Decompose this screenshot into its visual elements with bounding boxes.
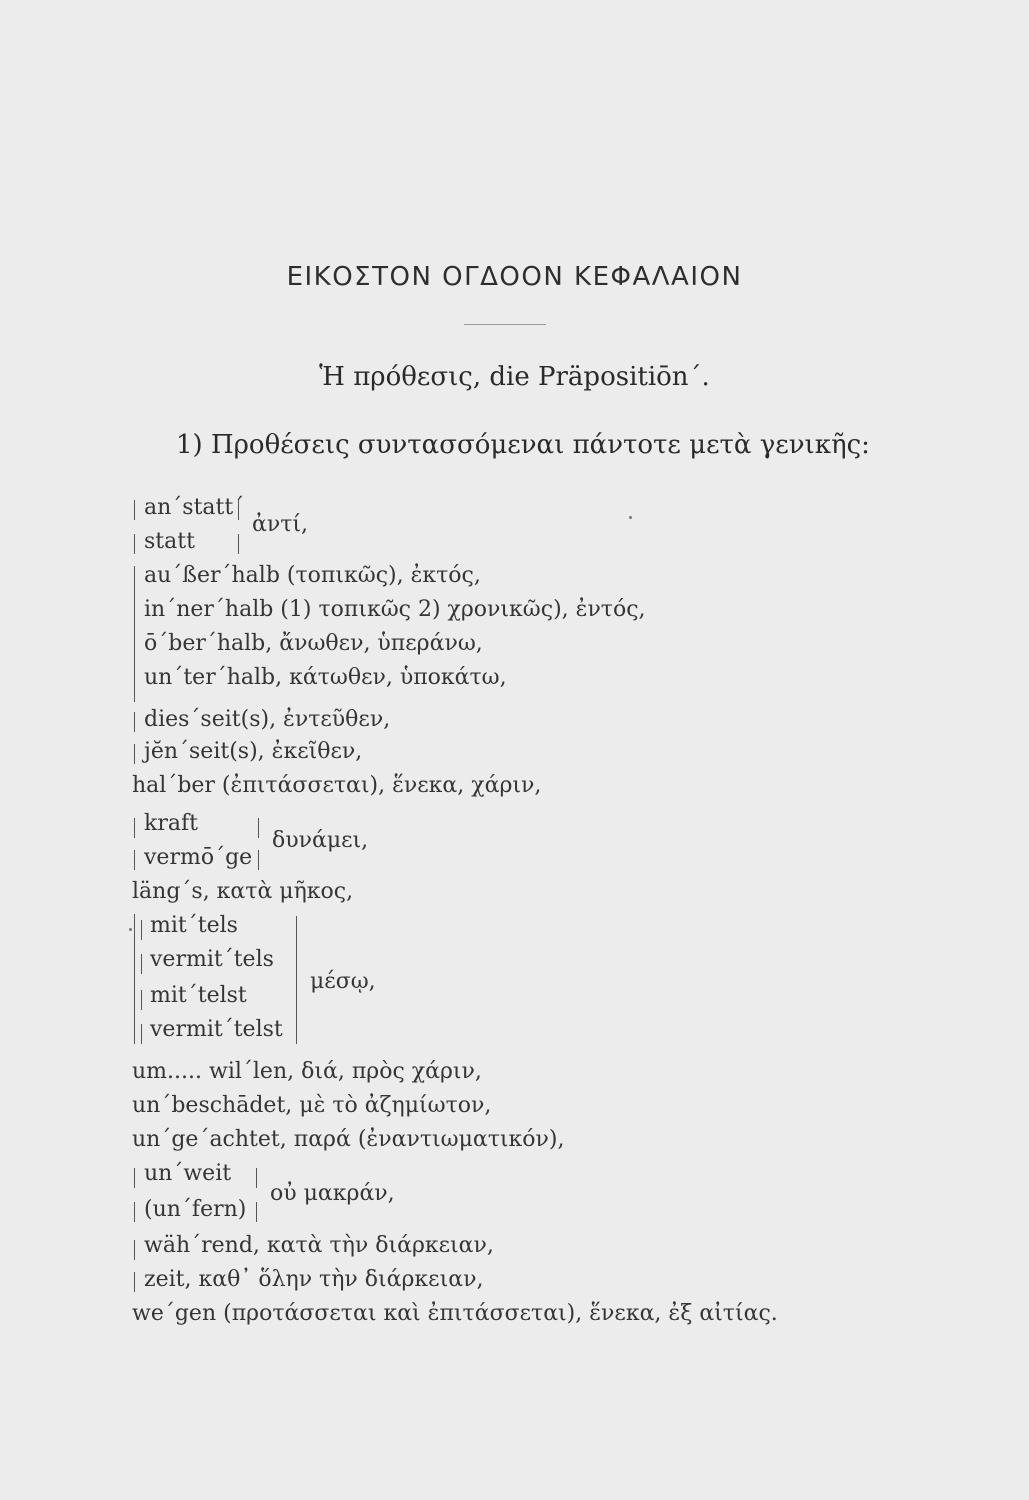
entry-mittelst: mit΄telst xyxy=(150,983,247,1008)
entry-unfern: (un΄fern) xyxy=(144,1197,247,1222)
entry-statt: statt xyxy=(144,529,195,554)
entry-wegen: we΄gen (προτάσσεται καὶ ἐπιτάσσεται), ἕνεκα, ἐξ αἰτίας. xyxy=(132,1301,778,1326)
group-bracket-right xyxy=(258,850,259,870)
group-bracket-left xyxy=(134,1168,135,1188)
entry-unbeschadet: un΄beschādet, μὲ τὸ ἀζημίωτον, xyxy=(132,1093,492,1118)
entry-laengs: läng΄s, κατὰ μῆκος, xyxy=(132,879,354,904)
entry-vermittels: vermit΄tels xyxy=(150,947,274,972)
group-bracket-right xyxy=(296,916,297,1044)
entry-mittels: mit΄tels xyxy=(150,913,238,938)
entry-kraft: kraft xyxy=(144,811,198,836)
group-bracket-left xyxy=(134,1202,135,1222)
group-bracket-left xyxy=(141,990,142,1010)
group-bracket-left xyxy=(141,954,142,974)
group-bracket-right xyxy=(238,500,239,520)
entry-meso: μέσῳ, xyxy=(310,969,376,994)
entry-vermittelst: vermit΄telst xyxy=(150,1017,283,1042)
group-bracket-right xyxy=(256,1168,257,1188)
entry-halber: hal΄ber (ἐπιτάσσεται), ἕνεκα, χάριν, xyxy=(132,773,542,798)
group-bracket-left xyxy=(134,850,135,870)
group-bracket-left xyxy=(134,744,135,764)
entry-ausserhalb: au΄ßer΄halb (τοπικῶς), ἐκτός, xyxy=(144,563,481,588)
group-bracket-left xyxy=(134,1240,135,1260)
entry-zeit: zeit, καθ᾽ ὅλην τὴν διάρκειαν, xyxy=(144,1267,484,1292)
entry-diesseits: dies΄seit(s), ἐντεῦθεν, xyxy=(144,707,391,732)
section-subtitle: Ἡ πρόθεσις, die Präpositiōn΄. xyxy=(319,362,710,392)
group-bracket-right xyxy=(258,818,259,838)
entry-um-willen: um..... wil΄len, διά, πρὸς χάριν, xyxy=(132,1059,482,1084)
entry-dynamei: δυνάμει, xyxy=(272,828,369,853)
title-divider xyxy=(464,324,546,325)
margin-mark xyxy=(129,928,132,931)
group-bracket-right xyxy=(256,1202,257,1222)
group-bracket-left xyxy=(134,534,135,554)
entry-anti: ἀντί, xyxy=(252,512,309,537)
entry-jenseits: jĕn΄seit(s), ἐκεῖθεν, xyxy=(144,739,363,764)
speck xyxy=(629,516,632,519)
entry-waehrend: wäh΄rend, κατὰ τὴν διάρκειαν, xyxy=(144,1233,494,1258)
entry-unterhalb: un΄ter΄halb, κάτωθεν, ὑποκάτω, xyxy=(144,665,507,690)
group-bracket-left xyxy=(134,712,135,732)
group-bracket-left xyxy=(134,914,135,1044)
entry-oberhalb: ō΄ber΄halb, ἄνωθεν, ὑπεράνω, xyxy=(144,631,483,656)
group-bracket-left xyxy=(134,1272,135,1292)
entry-ungeachtet: un΄ge΄achtet, παρά (ἐναντιωματικόν), xyxy=(132,1127,565,1152)
section-heading: 1) Προθέσεις συντασσόμεναι πάντοτε μετὰ γενικῆς: xyxy=(176,430,870,460)
group-bracket-right xyxy=(238,534,239,554)
entry-vermoege: vermō΄ge xyxy=(144,845,253,870)
entry-ou-makran: οὐ μακράν, xyxy=(270,1181,395,1206)
entry-unweit: un΄weit xyxy=(144,1161,232,1186)
group-bracket-left xyxy=(134,818,135,838)
entry-anstatt: an΄statt΄ xyxy=(144,495,245,520)
group-bracket-left xyxy=(134,500,135,520)
group-bracket-left xyxy=(141,920,142,940)
entry-innerhalb: in΄ner΄halb (1) τοπικῶς 2) χρονικῶς), ἐντός, xyxy=(144,597,646,622)
group-bracket-left xyxy=(134,566,135,702)
chapter-title: ΕΙΚΟΣΤΟΝ ΟΓΔΟΟΝ ΚΕΦΑΛΑΙΟΝ xyxy=(286,262,743,292)
group-bracket-left xyxy=(141,1024,142,1044)
